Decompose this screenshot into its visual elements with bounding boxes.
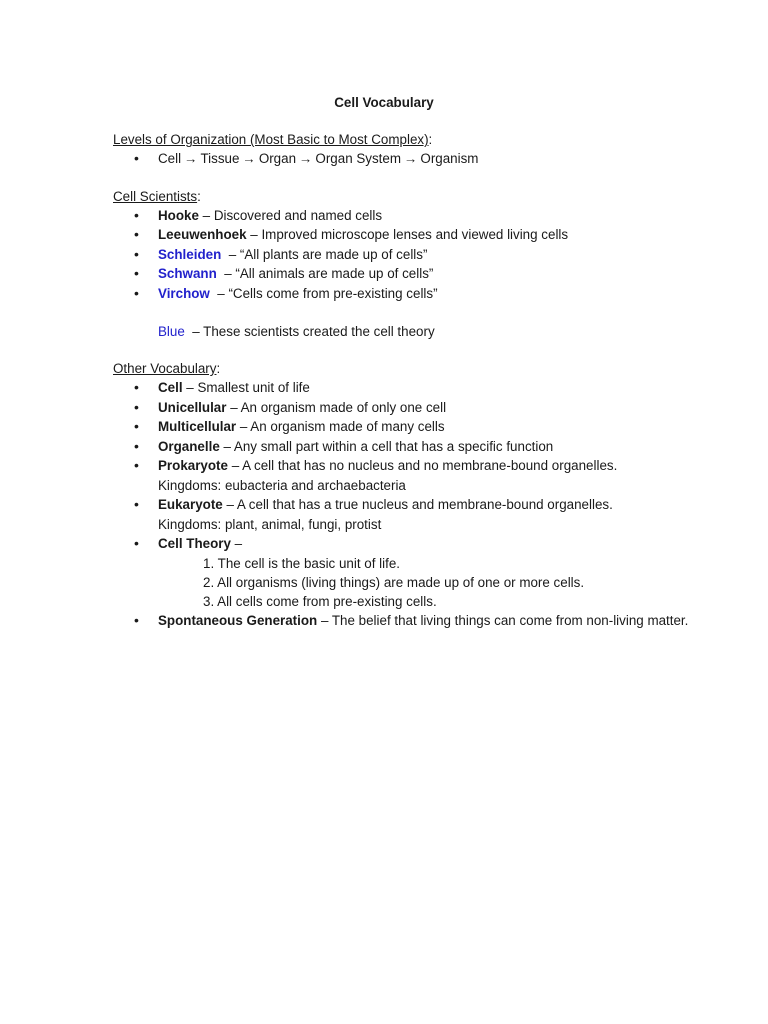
cell-theory-list: [113, 554, 693, 611]
theory-item: 2. All organisms (living things) are made up of one or more cells.: [203, 574, 585, 590]
scientists-heading: [113, 188, 693, 206]
vocab-desc: – Smallest unit of life: [182, 380, 310, 395]
arrow-right-icon: →: [184, 151, 198, 166]
level-organism: Organism: [420, 151, 479, 166]
vocab-term: Prokaryote: [158, 458, 228, 473]
list-item: [113, 456, 693, 495]
scientist-name: Hooke: [158, 207, 199, 223]
arrow-right-icon: →: [299, 151, 313, 166]
vocab-term: Multicellular: [158, 419, 237, 434]
vocab-desc: – An organism made of only one cell: [226, 399, 447, 415]
list-item: [113, 534, 693, 554]
list-item: [113, 245, 693, 265]
scientist-name: Schwann: [158, 266, 217, 281]
level-cell: Cell: [158, 151, 182, 166]
vocab-desc: – The belief that living things can come from non-living matter.: [317, 612, 689, 628]
vocab-kingdoms: Kingdoms: plant, animal, fungi, protist: [158, 516, 382, 532]
levels-heading: [113, 131, 693, 149]
document-body: [113, 131, 693, 630]
level-tissue: Tissue: [200, 151, 240, 166]
list-item: [113, 437, 693, 457]
vocabulary-list-continued: [113, 611, 693, 631]
vocab-term: Cell Theory: [158, 536, 231, 551]
vocab-term: Unicellular: [158, 399, 227, 415]
scientist-desc: – “Cells come from pre-existing cells”: [209, 285, 438, 301]
vocab-term: Organelle: [158, 438, 220, 454]
scientist-desc: – Discovered and named cells: [198, 207, 383, 223]
arrow-right-icon: →: [404, 151, 418, 166]
vocab-term: Spontaneous Generation: [158, 612, 318, 628]
page-title: Cell Vocabulary: [334, 95, 434, 110]
other-heading: [113, 360, 693, 378]
vocab-desc: – An organism made of many cells: [236, 419, 445, 434]
level-organ-system: Organ System: [315, 151, 402, 166]
vocab-kingdoms: Kingdoms: eubacteria and archaebacteria: [158, 477, 406, 493]
scientists-heading-colon: :: [197, 188, 201, 204]
list-item: [113, 417, 693, 437]
list-item: [113, 611, 693, 631]
vocab-desc: – Any small part within a cell that has a specific function: [219, 438, 554, 454]
list-item: [113, 398, 693, 418]
other-heading-colon: :: [216, 361, 221, 376]
list-item: [113, 284, 693, 304]
list-item: [113, 378, 693, 398]
list-item: [113, 495, 693, 534]
levels-list: [113, 149, 693, 169]
scientist-desc: – “All plants are made up of cells”: [221, 246, 428, 262]
vocabulary-list: [113, 378, 693, 554]
levels-heading-colon: :: [428, 132, 433, 147]
cell-theory-note: [113, 322, 693, 341]
theory-item: 1. The cell is the basic unit of life.: [203, 555, 400, 571]
list-item: [113, 206, 693, 226]
theory-item: 3. All cells come from pre-existing cells.: [203, 593, 437, 609]
vocab-desc: –: [230, 536, 243, 551]
arrow-right-icon: →: [242, 151, 256, 166]
list-item: [113, 264, 693, 284]
levels-heading-text: Levels of Organization (Most Basic to Most Complex): [113, 132, 429, 147]
other-heading-text: Other Vocabulary: [113, 361, 217, 376]
vocab-desc: – A cell that has a true nucleus and membrane-bound organelles.: [222, 497, 613, 512]
levels-chain: [113, 149, 693, 169]
scientist-name: Virchow: [158, 285, 210, 301]
note-blue-word: Blue: [158, 324, 185, 339]
scientist-name: Leeuwenhoek: [158, 227, 247, 242]
list-item: [113, 225, 693, 245]
scientist-name: Schleiden: [158, 246, 222, 262]
level-organ: Organ: [258, 151, 297, 166]
note-text: – These scientists created the cell theory: [184, 324, 435, 339]
scientist-desc: – Improved microscope lenses and viewed living cells: [246, 227, 569, 242]
vocab-term: Eukaryote: [158, 497, 223, 512]
scientist-desc: – “All animals are made up of cells”: [216, 266, 434, 281]
scientists-heading-text: Cell Scientists: [113, 188, 198, 204]
vocab-term: Cell: [158, 380, 183, 395]
scientists-list: [113, 206, 693, 304]
vocab-desc: – A cell that has no nucleus and no membrane-bound organelles.: [227, 458, 618, 473]
